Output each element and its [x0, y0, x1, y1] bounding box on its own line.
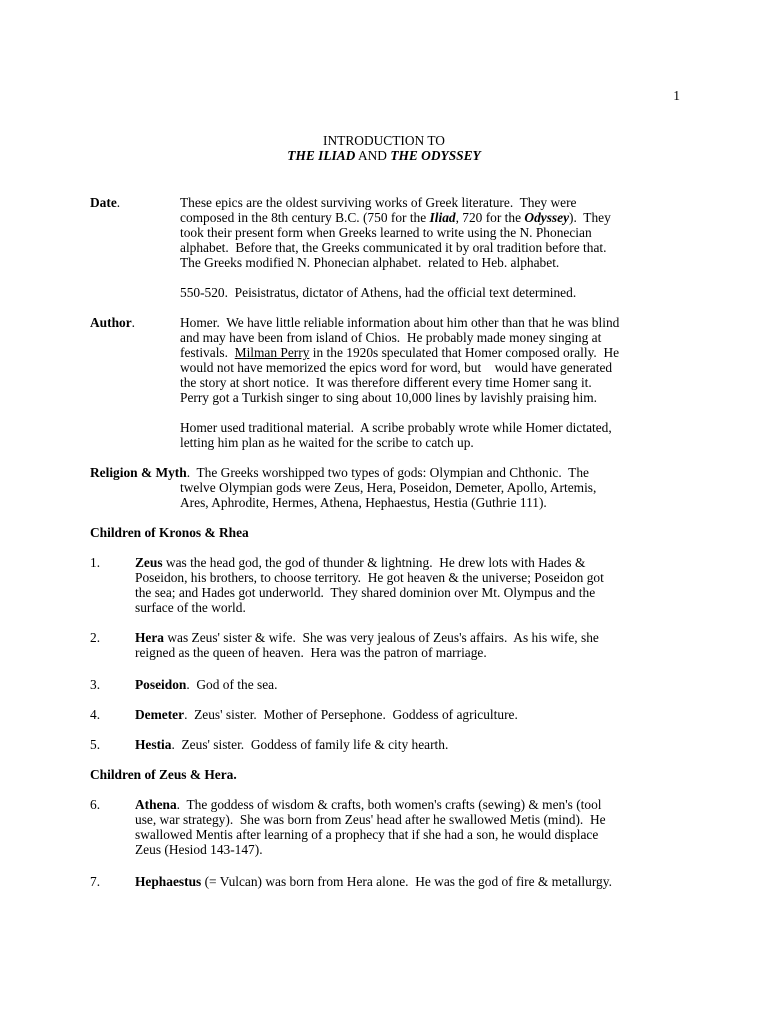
- list-item-demeter: Demeter. Zeus' sister. Mother of Persephone. Goddess of agriculture.: [135, 707, 518, 722]
- religion-paragraph-cont: twelve Olympian gods were Zeus, Hera, Poseidon, Demeter, Apollo, Artemis, Ares, Aphrodite, Hermes, Athena, Hephaestus, Hestia (Guthrie 111).: [180, 480, 597, 510]
- list-item-number: 4.: [90, 707, 101, 722]
- list-item-number: 1.: [90, 555, 101, 570]
- title-and: AND: [355, 148, 391, 163]
- date-paragraph: These epics are the oldest surviving works of Greek literature. They were composed in the 8th century B.C. (750 for the Iliad, 720 for the Odyssey). They took their present form when Greeks learned to write using the N. Phonecian alphabet. Before that, the Greeks communicated it by oral tradition before that. The Greeks modified N. Phonecian alphabet. related to Heb. alphabet.: [180, 195, 611, 270]
- list-item-number: 3.: [90, 677, 101, 692]
- list-item-athena: Athena. The goddess of wisdom & crafts, both women's crafts (sewing) & men's (tool use, war strategy). She was born from Zeus' head after he swallowed Metis (mind). He swallowed Mentis after learning of a prophecy that if she had a son, he would displace Zeus (Hesiod 143-147).: [135, 797, 606, 857]
- list-item-hephaestus: Hephaestus (= Vulcan) was born from Hera alone. He was the god of fire & metallurgy.: [135, 874, 612, 889]
- list-item-number: 6.: [90, 797, 101, 812]
- date-paragraph-2: 550-520. Peisistratus, dictator of Athens, had the official text determined.: [180, 285, 577, 300]
- list-item-zeus: Zeus was the head god, the god of thunder & lightning. He drew lots with Hades & Poseidon, his brothers, to choose territory. He got heaven & the universe; Poseidon got the sea; and Hades got underworld. They shared dominion over Mt. Olympus and the surface of the world.: [135, 555, 604, 615]
- list-item-poseidon: Poseidon. God of the sea.: [135, 677, 278, 692]
- author-paragraph-2: Homer used traditional material. A scribe probably wrote while Homer dictated, letting him plan as he waited for the scribe to catch up.: [180, 420, 612, 450]
- title-odyssey: THE ODYSSEY: [390, 148, 481, 163]
- list-item-hera: Hera was Zeus' sister & wife. She was very jealous of Zeus's affairs. As his wife, she reigned as the queen of heaven. Hera was the patron of marriage.: [135, 630, 599, 660]
- date-label: Date.: [90, 195, 121, 210]
- list-item-number: 5.: [90, 737, 101, 752]
- religion-paragraph: Religion & Myth. The Greeks worshipped two types of gods: Olympian and Chthonic. The: [90, 465, 589, 480]
- document-title: [0, 133, 768, 163]
- section-heading-zeus-hera: Children of Zeus & Hera.: [90, 767, 237, 782]
- author-paragraph: Homer. We have little reliable information about him other than that he was blind and may have been from island of Chios. He probably made money singing at festivals. Milman Perry in the 1920s speculated that Homer composed orally. He would not have memorized the epics word for word, but would have generated the story at short notice. It was therefore different every time Homer sang it. Perry got a Turkish singer to sing about 10,000 lines by lavishly praising him.: [180, 315, 620, 405]
- title-iliad: THE ILIAD: [287, 148, 356, 163]
- list-item-number: 7.: [90, 874, 101, 889]
- title-line-1: INTRODUCTION TO: [323, 133, 445, 148]
- title-line-2: [0, 148, 768, 163]
- section-heading-kronos-rhea: Children of Kronos & Rhea: [90, 525, 249, 540]
- page-number: 1: [673, 88, 680, 103]
- religion-label: Religion & Myth: [90, 465, 187, 480]
- milman-perry-name: Milman Perry: [234, 345, 310, 360]
- list-item-hestia: Hestia. Zeus' sister. Goddess of family life & city hearth.: [135, 737, 449, 752]
- author-label: Author.: [90, 315, 136, 330]
- list-item-number: 2.: [90, 630, 101, 645]
